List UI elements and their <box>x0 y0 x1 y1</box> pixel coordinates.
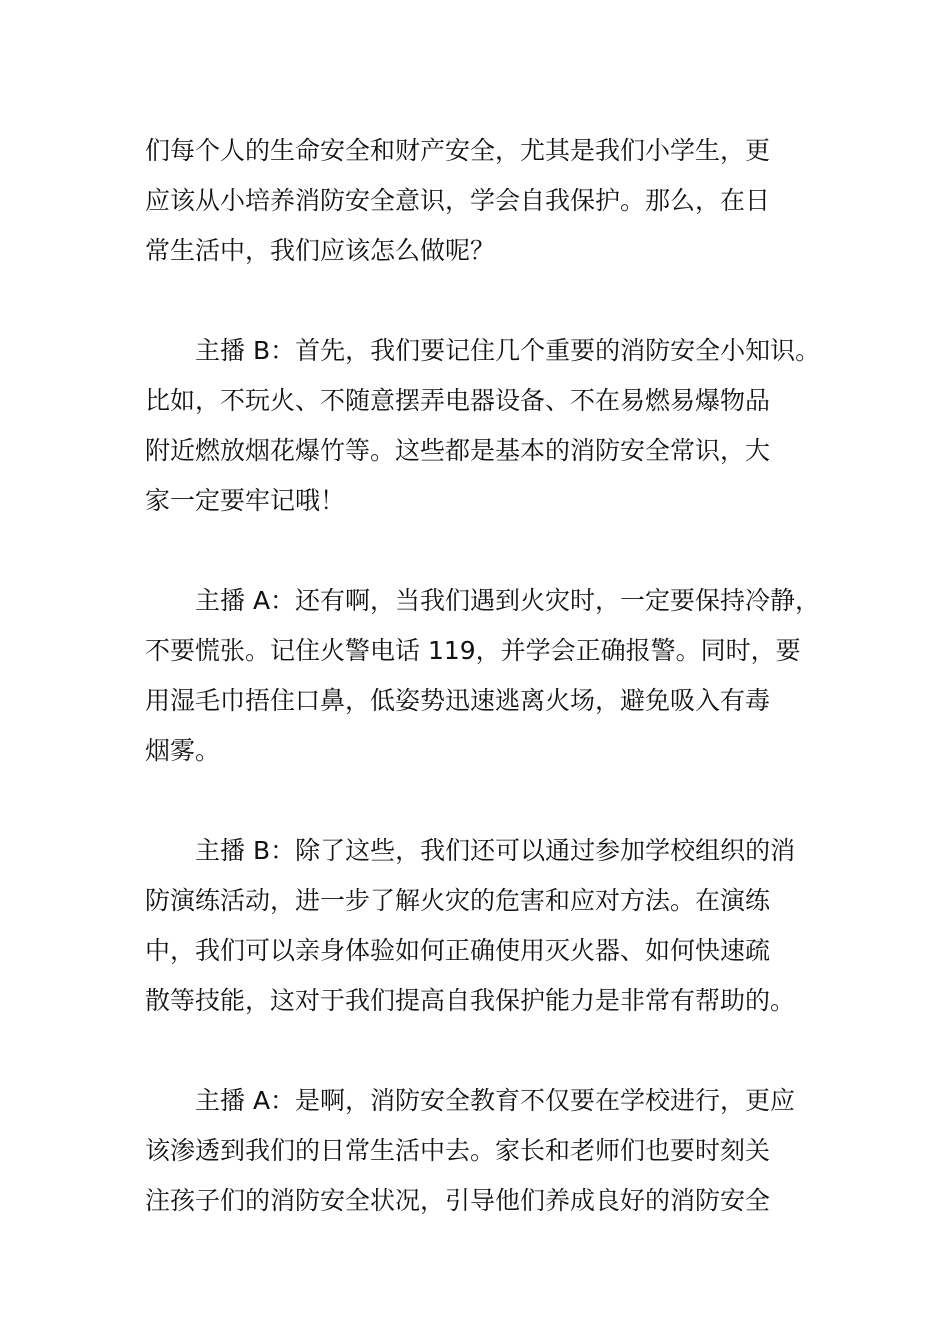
paragraph-line: 主播 B：除了这些，我们还可以通过参加学校组织的消 <box>195 836 796 865</box>
paragraph-2 <box>145 326 835 526</box>
paragraph-line: 散等技能，这对于我们提高自我保护能力是非常有帮助的。 <box>145 986 796 1015</box>
paragraph-line: 附近燃放烟花爆竹等。这些都是基本的消防安全常识，大 <box>145 436 771 465</box>
paragraph-line: 中，我们可以亲身体验如何正确使用灭火器、如何快速疏 <box>145 936 771 965</box>
document-body <box>145 126 835 1226</box>
paragraph-spacer <box>145 526 835 576</box>
paragraph-line: 应该从小培养消防安全意识，学会自我保护。那么，在日 <box>145 186 771 215</box>
paragraph-4 <box>145 826 835 1026</box>
paragraph-line: 注孩子们的消防安全状况，引导他们养成良好的消防安全 <box>145 1186 771 1215</box>
paragraph-line: 不要慌张。记住火警电话 119，并学会正确报警。同时，要 <box>145 636 801 665</box>
paragraph-3 <box>145 576 835 776</box>
paragraph-line: 烟雾。 <box>145 736 221 765</box>
paragraph-line: 比如，不玩火、不随意摆弄电器设备、不在易燃易爆物品 <box>145 386 771 415</box>
paragraph-line: 们每个人的生命安全和财产安全，尤其是我们小学生，更 <box>145 136 771 165</box>
paragraph-line: 主播 A：还有啊，当我们遇到火灾时，一定要保持冷静， <box>195 586 821 615</box>
paragraph-1 <box>145 126 835 276</box>
paragraph-line: 主播 B：首先，我们要记住几个重要的消防安全小知识。 <box>195 336 821 365</box>
paragraph-line: 常生活中，我们应该怎么做呢？ <box>145 236 496 265</box>
paragraph-line: 用湿毛巾捂住口鼻，低姿势迅速逃离火场，避免吸入有毒 <box>145 686 771 715</box>
paragraph-line: 防演练活动，进一步了解火灾的危害和应对方法。在演练 <box>145 886 771 915</box>
paragraph-spacer <box>145 1026 835 1076</box>
paragraph-spacer <box>145 276 835 326</box>
paragraph-line: 家一定要牢记哦！ <box>145 486 346 515</box>
paragraph-spacer <box>145 776 835 826</box>
paragraph-line: 主播 A：是啊，消防安全教育不仅要在学校进行，更应 <box>195 1086 796 1115</box>
paragraph-line: 该渗透到我们的日常生活中去。家长和老师们也要时刻关 <box>145 1136 771 1165</box>
paragraph-5 <box>145 1076 835 1226</box>
